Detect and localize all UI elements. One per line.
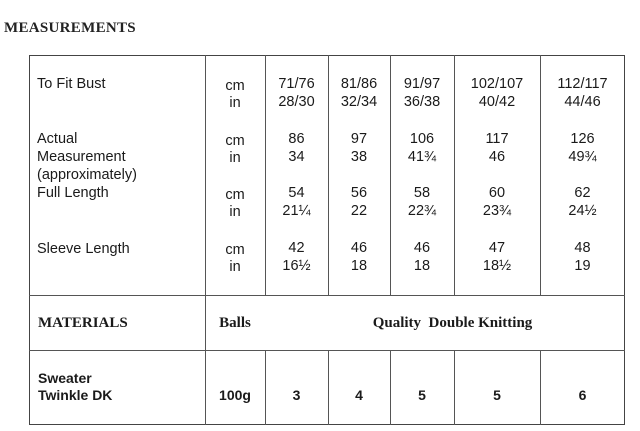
unit-in: in — [229, 95, 241, 111]
value-cm: 54 — [288, 185, 305, 201]
unit-cm: cm — [225, 242, 245, 258]
quality-heading: Quality Double Knitting — [372, 315, 533, 331]
value-cm: 126 — [570, 131, 595, 147]
unit-cm: cm — [225, 187, 245, 203]
page-title: MEASUREMENTS — [4, 20, 136, 36]
ball-quantity: 3 — [292, 387, 301, 403]
value-in: 34 — [288, 149, 305, 165]
size-cm: 91/97 — [403, 76, 441, 92]
row-label-to-fit-bust: To Fit Bust — [37, 76, 106, 92]
row-label-sleeve-length: Sleeve Length — [37, 241, 130, 257]
size-cm: 81/86 — [340, 76, 378, 92]
value-in: 49¾ — [568, 149, 597, 165]
value-in: 21¼ — [282, 203, 311, 219]
row-label-actual-measurement: Actual — [37, 131, 78, 147]
value-cm: 97 — [350, 131, 368, 147]
ball-quantity: 4 — [355, 387, 363, 403]
row-divider — [29, 295, 625, 296]
value-in: 41¾ — [407, 149, 437, 165]
ball-quantity: 5 — [418, 387, 426, 403]
unit-cm: cm — [225, 78, 245, 94]
value-cm: 46 — [413, 240, 431, 256]
unit-in: in — [229, 150, 241, 166]
ball-quantity: 5 — [493, 387, 501, 403]
value-in: 18 — [413, 258, 431, 274]
row-label-actual-measurement: Measurement — [37, 149, 126, 165]
unit-in: in — [229, 259, 241, 275]
value-in: 38 — [350, 149, 368, 165]
size-cm: 71/76 — [278, 76, 315, 92]
value-in: 16½ — [282, 258, 311, 274]
value-cm: 86 — [288, 131, 305, 147]
value-cm: 62 — [574, 185, 591, 201]
value-cm: 117 — [485, 131, 509, 147]
item-yarn: Twinkle DK — [38, 387, 113, 403]
value-in: 18½ — [482, 258, 512, 274]
value-cm: 58 — [413, 185, 431, 201]
materials-heading: MATERIALS — [38, 315, 128, 331]
row-divider — [29, 350, 625, 351]
value-in: 22 — [350, 203, 368, 219]
value-in: 23¾ — [482, 203, 512, 219]
size-cm: 102/107 — [470, 76, 524, 92]
value-in: 24½ — [568, 203, 597, 219]
value-in: 18 — [350, 258, 368, 274]
value-cm: 47 — [488, 240, 506, 256]
size-in: 40/42 — [478, 94, 516, 110]
value-cm: 106 — [409, 131, 435, 147]
ball-weight: 100g — [219, 387, 251, 403]
value-in: 46 — [488, 149, 506, 165]
row-label-full-length: Full Length — [37, 185, 109, 201]
value-in: 22¾ — [407, 203, 437, 219]
size-in: 28/30 — [278, 94, 315, 110]
size-in: 36/38 — [403, 94, 441, 110]
value-in: 19 — [574, 258, 591, 274]
row-label-actual-measurement: (approximately) — [37, 167, 137, 183]
size-in: 32/34 — [340, 94, 378, 110]
value-cm: 48 — [574, 240, 591, 256]
value-cm: 42 — [288, 240, 305, 256]
item-name: Sweater — [38, 370, 92, 386]
size-cm: 112/117 — [557, 76, 608, 92]
ball-quantity: 6 — [578, 387, 587, 403]
size-in: 44/46 — [564, 94, 601, 110]
value-cm: 46 — [350, 240, 368, 256]
unit-cm: cm — [225, 133, 245, 149]
balls-heading: Balls — [219, 315, 251, 331]
value-cm: 56 — [350, 185, 368, 201]
value-cm: 60 — [488, 185, 506, 201]
unit-in: in — [229, 204, 241, 220]
